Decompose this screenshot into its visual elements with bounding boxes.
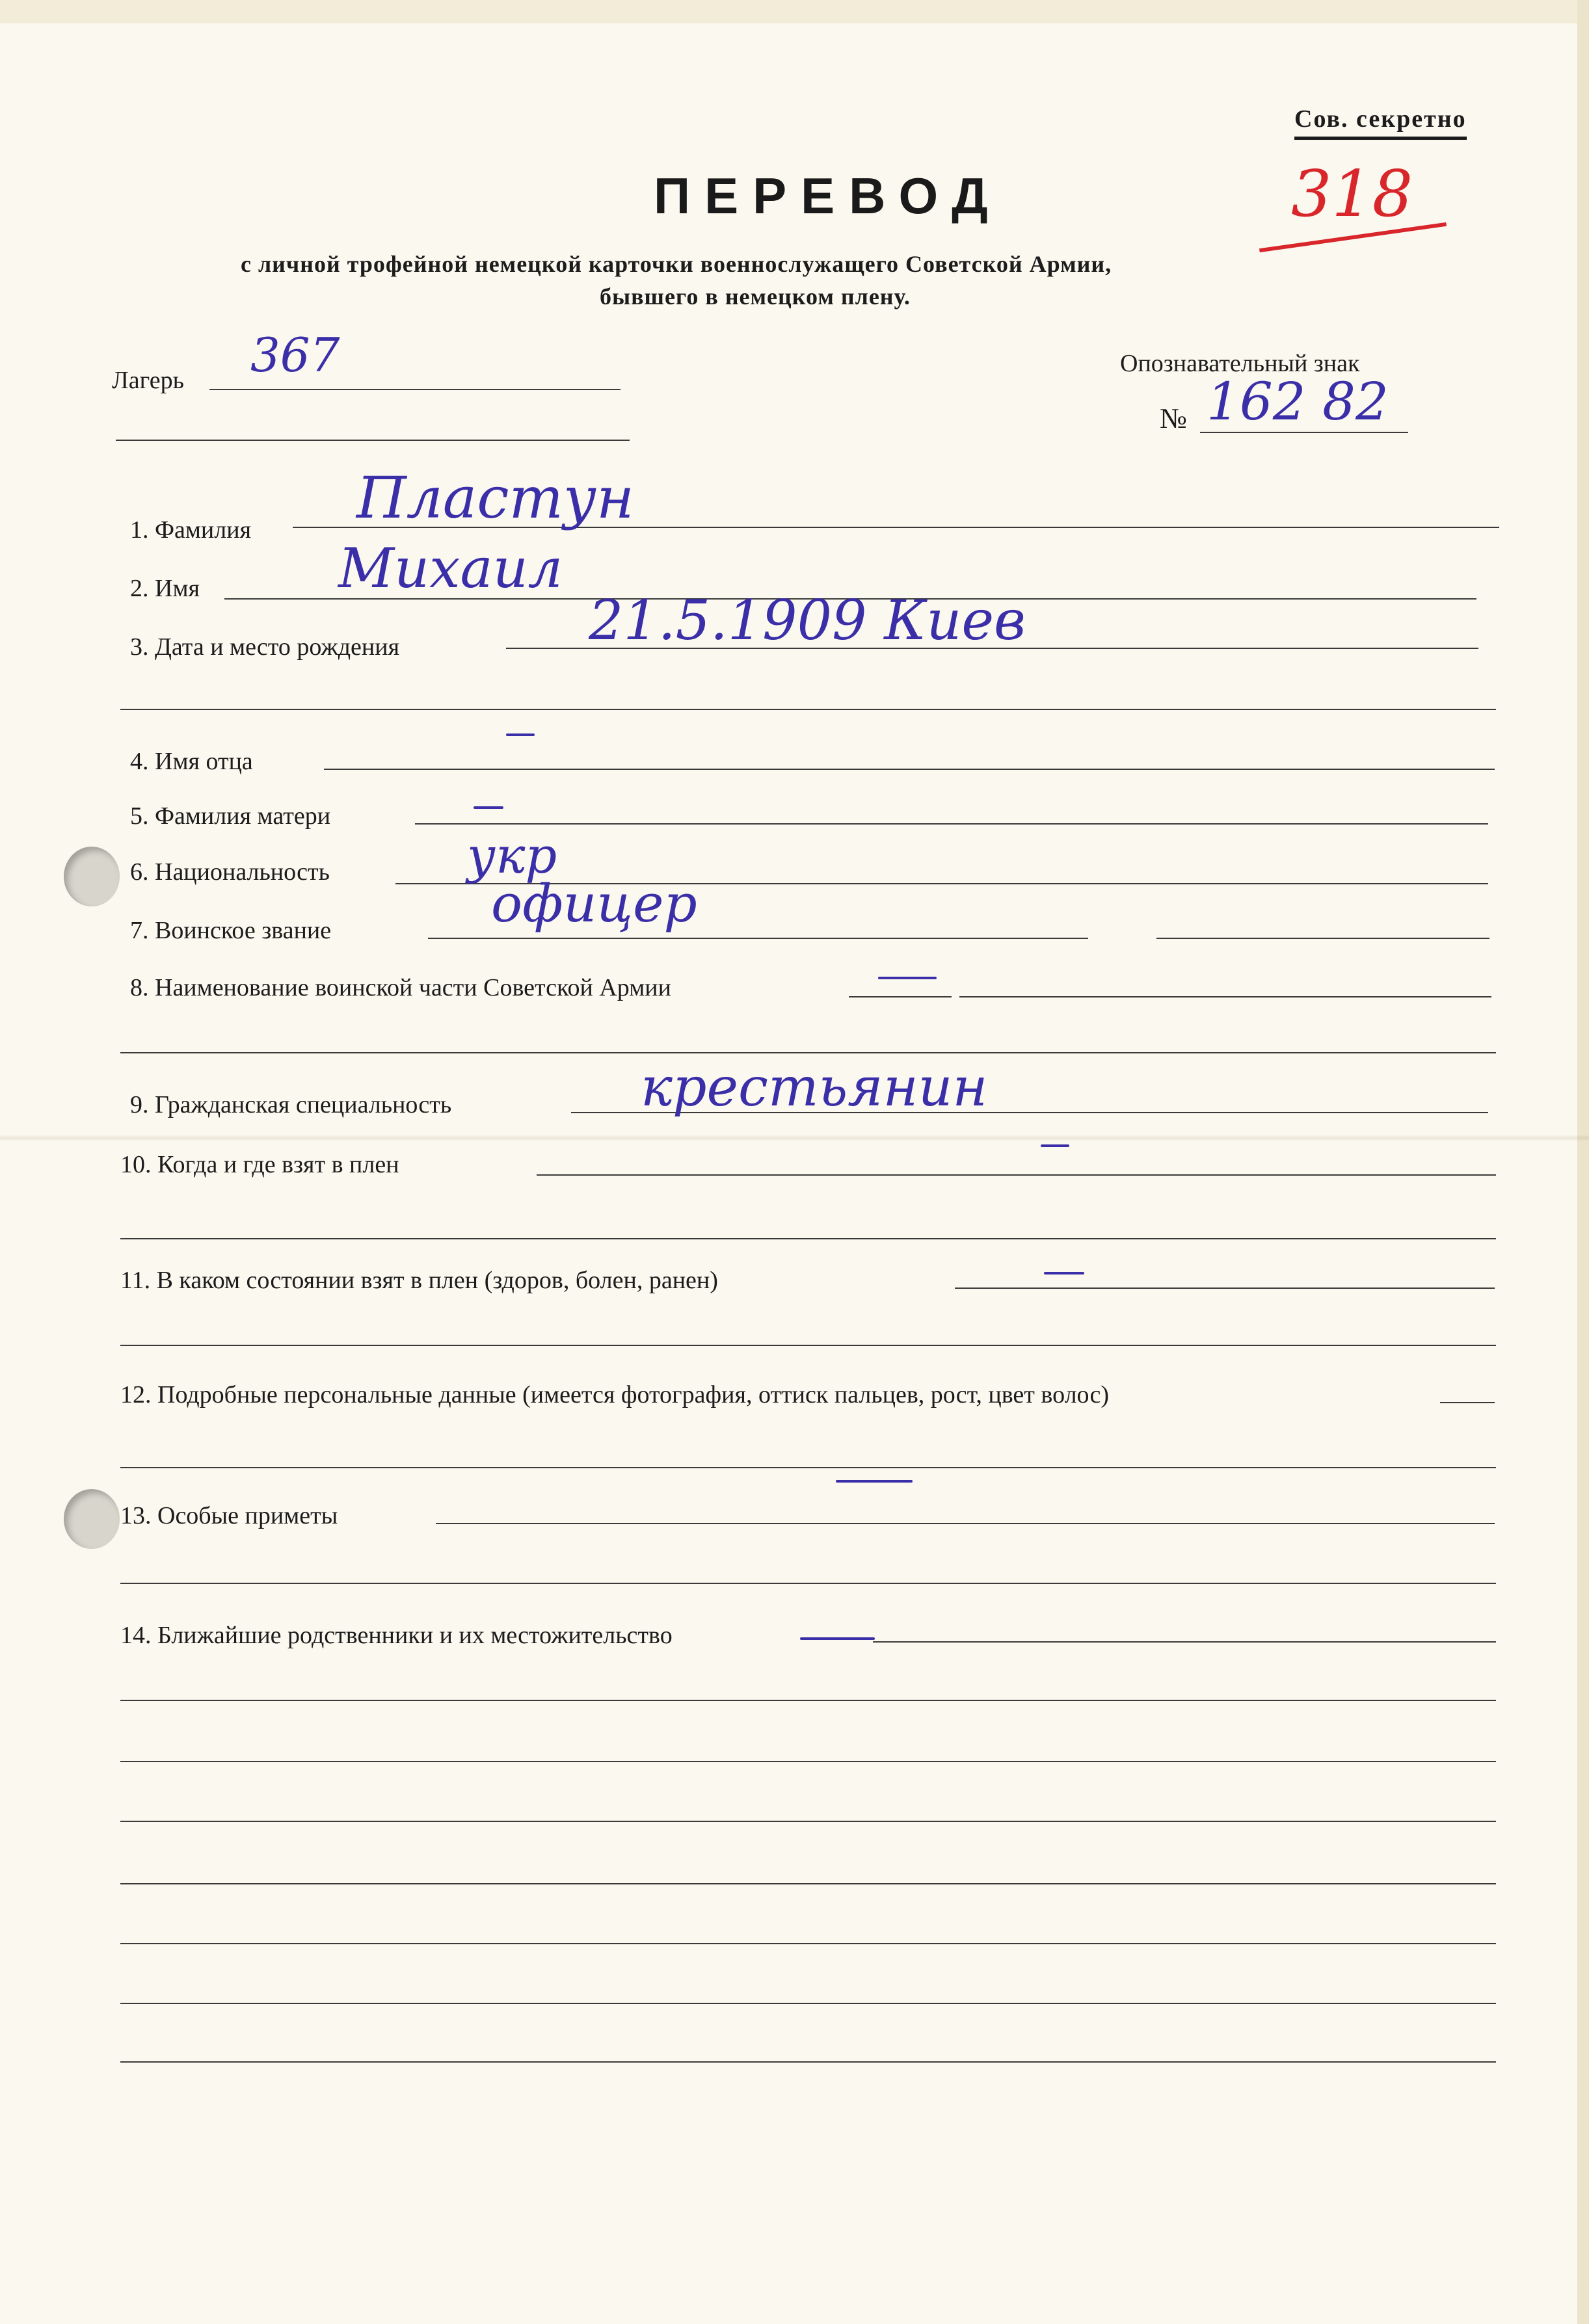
camp-label: Лагерь [112,367,184,394]
field-14-line-3 [120,1761,1496,1762]
field-12-dash-mark [836,1480,913,1483]
field-1-label: 1. Фамилия [130,516,252,544]
field-9-dash-mark [1041,1144,1069,1147]
field-10-label: 10. Когда и где взят в плен [120,1151,399,1178]
id-number-line [1200,432,1408,433]
field-9-value-profession: крестьянин [641,1057,988,1118]
camp-value: 367 [250,328,340,382]
paper-right-edge [1577,0,1589,2324]
field-4-label: 4. Имя отца [130,748,253,775]
field-5-dash-mark [474,806,503,809]
field-1-value-surname: Пластун [356,464,634,531]
field-7-line [428,938,1088,939]
red-handwritten-number: 318 [1291,157,1413,231]
field-6-label: 6. Национальность [130,858,330,886]
field-12-line [1440,1402,1495,1403]
field-11-line-2 [120,1345,1496,1346]
punch-hole-upper [64,847,120,906]
field-14-line-8 [120,2061,1496,2063]
field-11-line [955,1287,1495,1289]
field-14-dash-mark [800,1637,875,1640]
field-14-line [873,1641,1496,1643]
id-number-prefix: № [1160,403,1187,434]
field-8-dash-mark [878,977,937,979]
field-7-value-rank: офицер [491,873,697,934]
field-14-line-7 [120,2003,1496,2004]
field-4-dash-mark [506,733,535,736]
field-8-line [849,996,952,997]
field-11-dash-mark [1044,1272,1084,1274]
field-9-label: 9. Гражданская специальность [130,1091,452,1118]
document-title: ПЕРЕВОД [654,167,1002,224]
field-5-label: 5. Фамилия матери [130,802,331,830]
field-11-label: 11. В каком состоянии взят в плен (здоров, болен, ранен) [120,1267,718,1294]
field-10-line [537,1174,1496,1176]
id-tag-label: Опознавательный знак [1120,350,1360,377]
field-5-line [415,823,1488,825]
field-7-line-right [1156,938,1489,939]
field-10-line-2 [120,1238,1496,1239]
field-7-label: 7. Воинское звание [130,917,332,944]
punch-hole-lower [64,1489,120,1549]
field-13-line-2 [120,1583,1496,1584]
field-14-line-6 [120,1943,1496,1944]
field-13-line [436,1523,1495,1524]
field-2-label: 2. Имя [130,575,200,602]
classification-stamp: Сов. секретно [1294,107,1467,140]
field-3-line-2 [120,709,1496,710]
field-14-label: 14. Ближайшие родственники и их местожительство [120,1622,673,1649]
paper-fold-crease [0,1135,1589,1141]
field-8-label: 8. Наименование воинской части Советской Армии [130,974,671,1001]
field-8-line-2 [120,1052,1496,1053]
field-14-line-2 [120,1700,1496,1701]
paper-top-edge [0,0,1589,23]
field-3-label: 3. Дата и место рождения [130,633,400,661]
field-12-label: 12. Подробные персональные данные (имеется фотография, оттиск пальцев, рост, цвет волос) [120,1381,1109,1408]
field-13-label: 13. Особые приметы [120,1502,338,1529]
field-3-value-birth: 21.5.1909 Киев [589,588,1026,652]
field-14-line-4 [120,1821,1496,1822]
id-number-value: 162 82 [1207,371,1389,432]
field-12-line-2 [120,1467,1496,1468]
field-8-line-right [959,996,1491,997]
field-2-value-name: Михаил [338,536,563,600]
subtitle-line-2: бывшего в немецком плену. [600,284,911,310]
camp-line-2 [116,440,630,441]
camp-line [209,389,621,390]
field-6-value-nationality: укр [467,826,557,884]
field-4-line [324,769,1495,770]
subtitle-line-1: с личной трофейной немецкой карточки военнослужащего Советской Армии, [241,251,1112,277]
field-14-line-5 [120,1883,1496,1884]
